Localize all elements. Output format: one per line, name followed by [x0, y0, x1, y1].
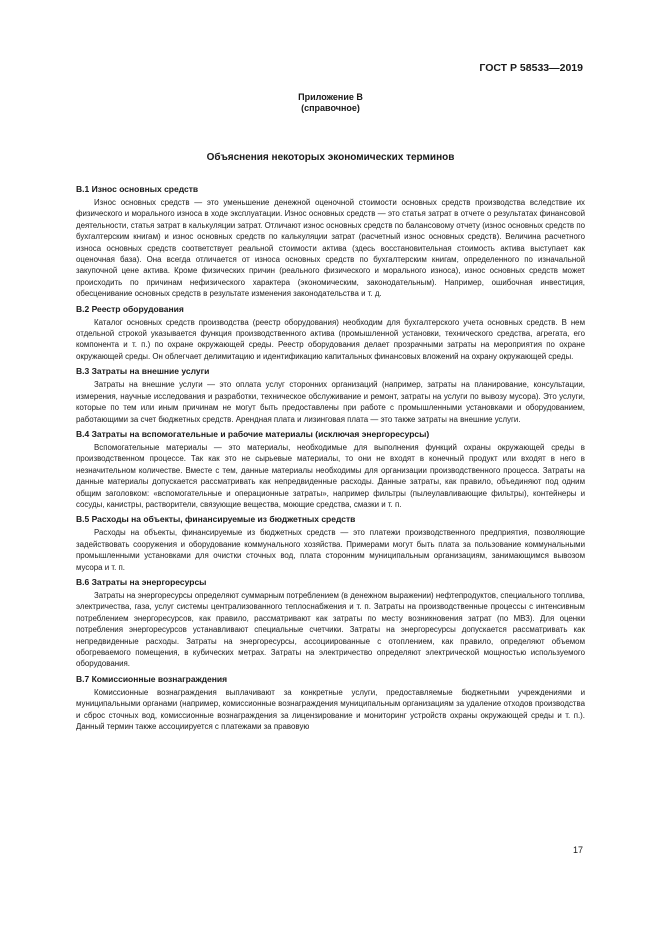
appendix-header	[0, 92, 661, 114]
section-heading: В.2 Реестр оборудования	[76, 303, 184, 314]
appendix-title: Объяснения некоторых экономических терминов	[206, 152, 455, 163]
appendix-type: (справочное)	[301, 103, 360, 113]
section-heading: В.5 Расходы на объекты, финансируемые из бюджетных средств	[76, 514, 356, 525]
section-paragraph: Комиссионные вознаграждения выплачивают за конкретные услуги, предоставляемые бюджетными учреждениями и муниципальными органами (например, комиссионные вознаграждения муниципальным организациям за удаление отходов производства и сброс сточных вод, комиссионные вознаграждения за лицензирование и мониторинг устройств охраны окружающей среды и т. п.). Данный термин также ассоциируется с платежами за правовую	[76, 687, 585, 732]
section-heading: В.7 Комиссионные вознаграждения	[76, 673, 228, 684]
section-paragraph: Затраты на внешние услуги — это оплата услуг сторонних организаций (например, затраты на планирование, консультации, измерения, научные исследования и разработки, техническое обслуживание и ремонт, затраты на услуги по вывозу мусора). Это услуги, которые по тем или иным причинам не могут быть предоставлены при работе с промышленными установками и оборудованием, работающими за счет бюджетных средств. Арендная плата и лизинговая плата — это также затраты на внешние услуги.	[76, 380, 585, 424]
standard-number: ГОСТ Р 58533—2019	[479, 62, 583, 74]
section-heading: В.4 Затраты на вспомогательные и рабочие материалы (исключая энергоресурсы)	[76, 428, 430, 439]
section-heading: В.3 Затраты на внешние услуги	[76, 366, 210, 377]
section-paragraph: Затраты на энергоресурсы определяют суммарным потреблением (в денежном выражении) нефтепродуктов, специального топлива, электричества, газа, услуг системы централизованного теплоснабжения и т. п. Затраты на производственные процессы с интенсивным потреблением энергоресурсов, как правило, рассматривают как затраты по месту возникновения затрат (по МВЗ). Для оценки потребления энергоресурсов устанавливают специальные счетчики. Затраты на энергоресурсы допускается рассматривать как непредвиденные расходы. Затраты на энергоресурсы, ассоциированные с отоплением, как правило, определяют объемом обогреваемого помещения, в кубических метрах. Затраты на электричество определяют электрической мощностью используемого оборудования.	[76, 590, 585, 669]
section-paragraph: Каталог основных средств производства (реестр оборудования) необходим для бухгалтерского учета основных средств. В нем отдельной строкой указывается функция производственного актива (промышленной установки, технического средства, агрегата, его компонента и т. п.) по охране окружающей среды. Реестр оборудования делает прозрачными затраты на мероприятия по охране окружающей среды. Он облегчает делимитацию и идентификацию капитальных финансовых вложений на охрану окружающей среды.	[76, 317, 585, 361]
section-paragraph: Расходы на объекты, финансируемые из бюджетных средств — это платежи производственного предприятия, позволяющие задействовать сооружения и оборудование коммунального хозяйства. Примерами могут быть плата за пользование коммунальными промышленными установками для очистки сточных вод, плата сторонним муниципальным организациям, занимающимся вывозом мусора и т. п.	[76, 528, 585, 572]
page-number: 17	[572, 845, 583, 855]
document-body	[76, 184, 585, 732]
section-paragraph: Износ основных средств — это уменьшение денежной оценочной стоимости основных средств производства вследствие их физического и морального износа в ходе эксплуатации. Износ основных средств — это статья затрат в отчете о результатах финансовой деятельности, статья затрат в калькуляции затрат. Отличают износ основных средств по балансовому отчету (износ основных средств по бухгалтерским книгам) и износ основных средств по калькуляции затрат (расчетный износ основных средств). Величина расчетного износа основных средств соответствует реальной стоимости актива (здесь восстановительная стоимость актива выступает как оценочная база). Она всегда отличается от износа основных средств по бухгалтерским книгам, определенного по изначальной закупочной цене актива. Кроме физических причин (реального физического и морального износа), износ основных средств может происходить по причинам нефизического характера (экономическим, законодательным). Например, ошибочная инвестиция, обесценивание основных средств в результате изменения законодательства и т. д.	[76, 198, 585, 299]
section-heading: В.6 Затраты на энергоресурсы	[76, 576, 207, 587]
section-heading: В.1 Износ основных средств	[76, 184, 199, 194]
section-paragraph: Вспомогательные материалы — это материалы, необходимые для выполнения функций охраны окружающей среды в производственном процессе. Так как это не сырьевые материалы, то они не входят в конечный продукт или входят в него в незначительном количестве. Вместе с тем, данные материалы необходимы для организации производственного процесса. Затраты на данные материалы допускается рассматривать как непредвиденные расходы. Данные затраты, как правило, объединяют под одним общим заголовком: «вспомогательные и операционные затраты», например фильтры (пылеулавливающие фильтры), контейнеры и сосуды, канистры, растворители, связующие вещества, моющие средства, смазки и т. п.	[76, 442, 585, 509]
appendix-label: Приложение В	[298, 92, 363, 102]
